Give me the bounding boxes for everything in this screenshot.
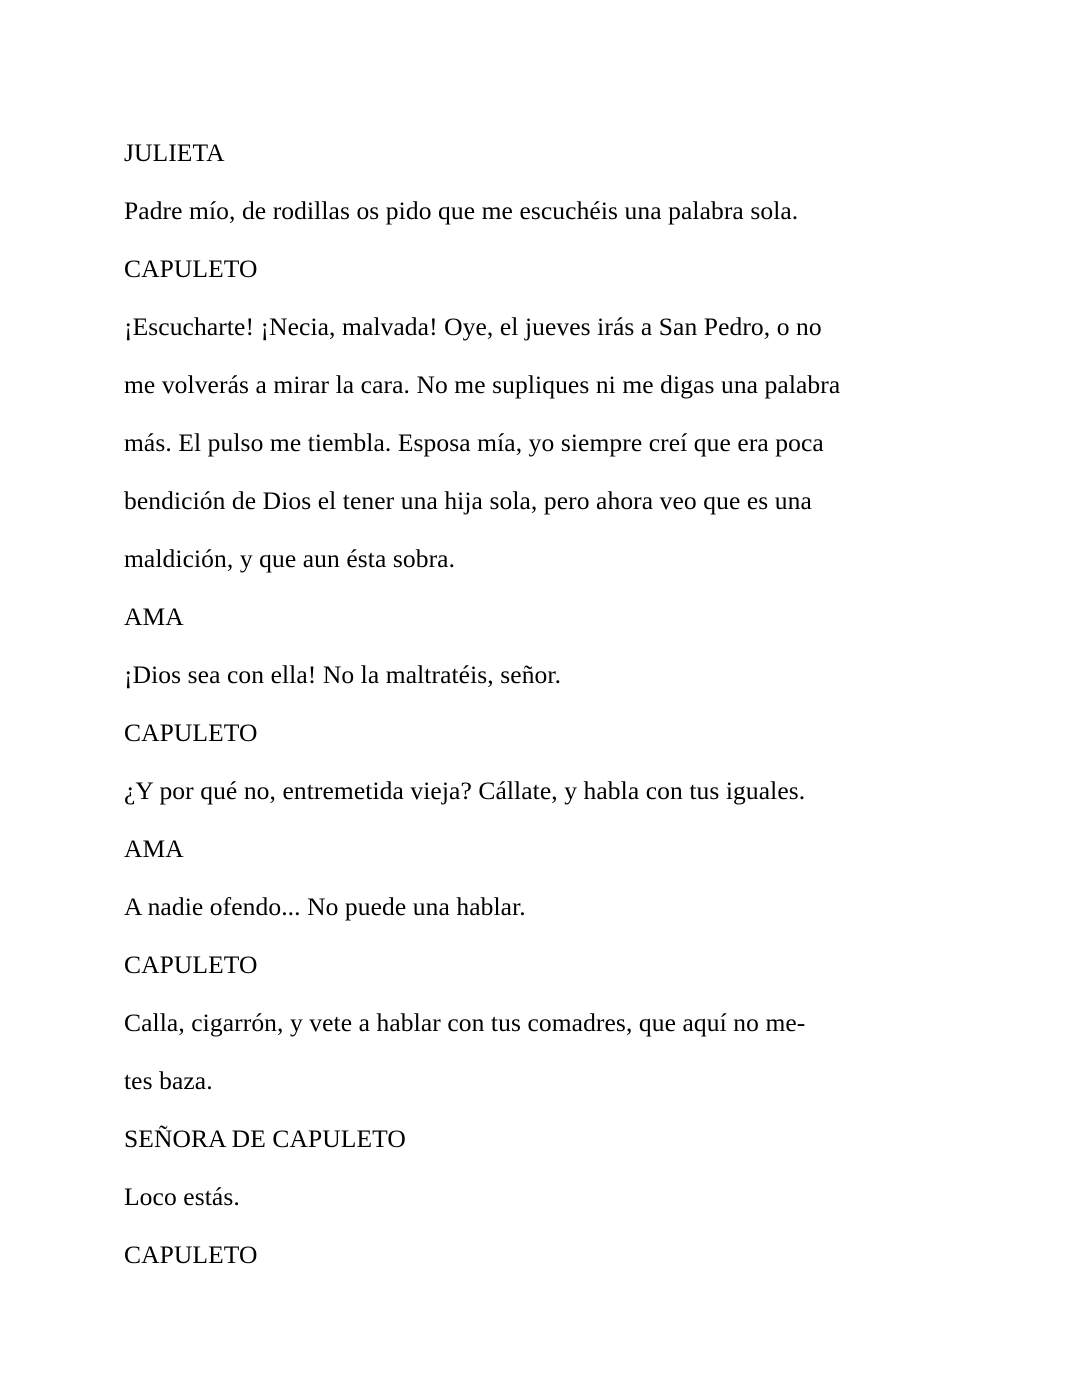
dialogue-line: Loco estás. xyxy=(124,1182,240,1211)
dialogue-line: ¿Y por qué no, entremetida vieja? Cállate, y habla con tus iguales. xyxy=(124,776,806,805)
dialogue-line: bendición de Dios el tener una hija sola, pero ahora veo que es una xyxy=(124,486,812,515)
dialogue-line: más. El pulso me tiembla. Esposa mía, yo siempre creí que era poca xyxy=(124,428,824,457)
speaker-cue: JULIETA xyxy=(124,138,225,167)
speaker-cue: AMA xyxy=(124,834,184,863)
dialogue-line: A nadie ofendo... No puede una hablar. xyxy=(124,892,526,921)
dialogue-line: Calla, cigarrón, y vete a hablar con tus comadres, que aquí no me- xyxy=(124,1008,806,1037)
dialogue-line: Padre mío, de rodillas os pido que me escuchéis una palabra sola. xyxy=(124,196,799,225)
speaker-cue: AMA xyxy=(124,602,184,631)
speaker-cue: CAPULETO xyxy=(124,254,258,283)
text-column xyxy=(124,124,876,1284)
speaker-cue: CAPULETO xyxy=(124,1240,258,1269)
dialogue-line: me volverás a mirar la cara. No me supliques ni me digas una palabra xyxy=(124,370,841,399)
speaker-cue: SEÑORA DE CAPULETO xyxy=(124,1124,406,1153)
dialogue-line: maldición, y que aun ésta sobra. xyxy=(124,544,456,573)
dialogue-line: ¡Dios sea con ella! No la maltratéis, señor. xyxy=(124,660,562,689)
dialogue-line: ¡Escucharte! ¡Necia, malvada! Oye, el jueves irás a San Pedro, o no xyxy=(124,312,822,341)
speaker-cue: CAPULETO xyxy=(124,718,258,747)
speaker-cue: CAPULETO xyxy=(124,950,258,979)
dialogue-line: tes baza. xyxy=(124,1066,213,1095)
